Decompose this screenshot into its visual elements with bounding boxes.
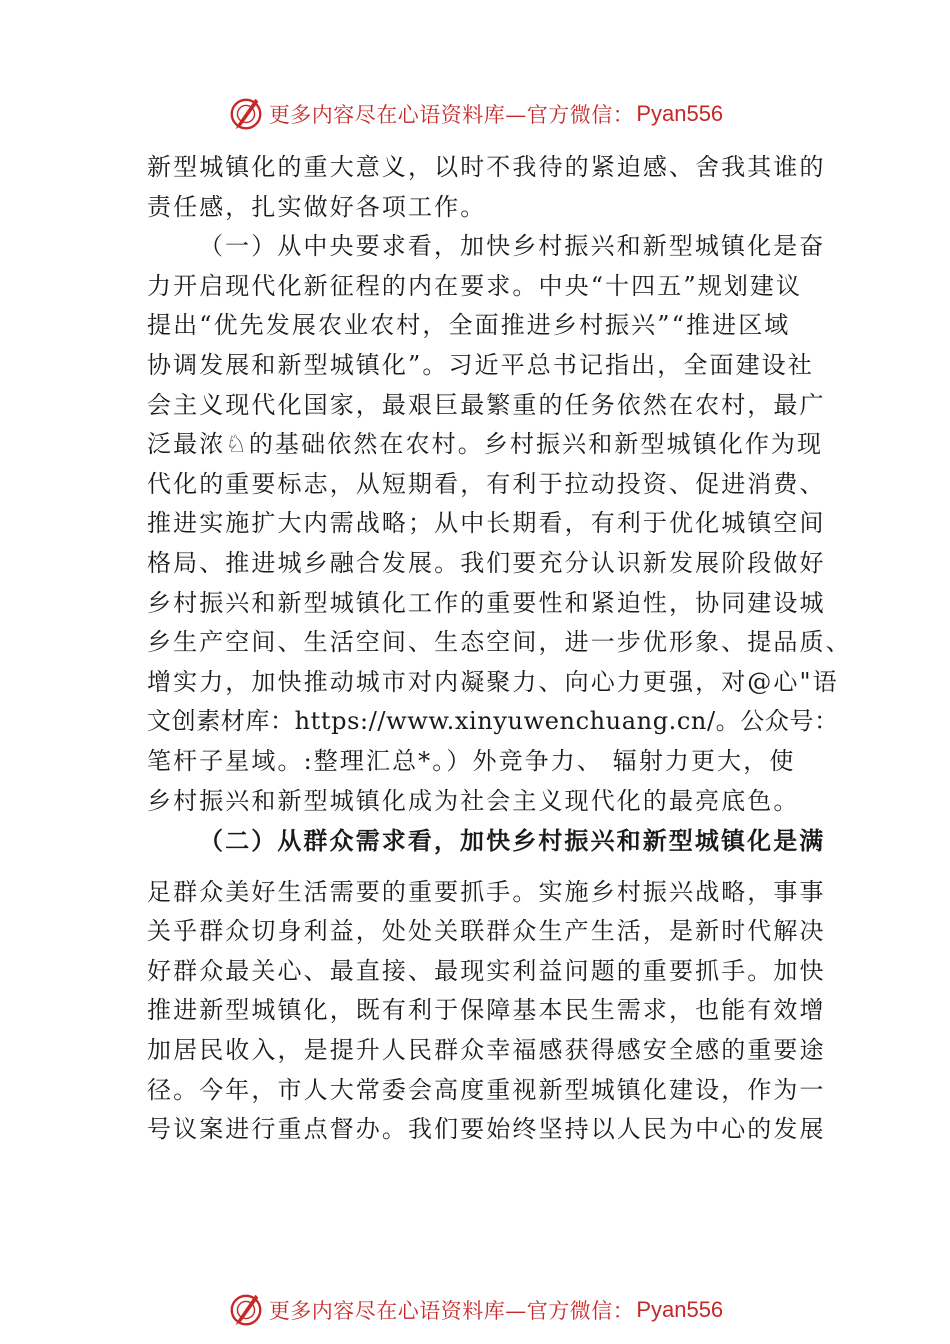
text-line: 加居民收入，是提升人民群众幸福感获得感安全感的重要途 (147, 1036, 826, 1065)
text-line: 责任感，扎实做好各项工作。 (147, 192, 487, 221)
text-line: 推进新型城镇化，既有利于保障基本民生需求，也能有效增 (147, 996, 826, 1025)
footer-banner (0, 1288, 950, 1332)
text-line: 乡村振兴和新型城镇化成为社会主义现代化的最亮底色。 (147, 786, 800, 815)
text-line: 推进实施扩大内需战略；从中长期看，有利于优化城镇空间 (147, 509, 826, 538)
pen-seal-logo (227, 95, 265, 133)
pen-seal-logo (227, 1291, 265, 1329)
text-line: 泛最浓♘的基础依然在农村。乡村振兴和新型城镇化作为现 (147, 430, 824, 459)
banner-text: 更多内容尽在心语资料库—官方微信： (268, 1299, 635, 1323)
header-banner (0, 92, 950, 136)
text-line: 好群众最关心、最直接、最现实利益问题的重要抓手。加快 (147, 956, 826, 985)
text-line: 力开启现代化新征程的内在要求。中央“十四五”规划建议 (147, 271, 803, 300)
banner-text: 更多内容尽在心语资料库—官方微信： (268, 103, 635, 127)
text-line: 新型城镇化的重大意义，以时不我待的紧迫感、舍我其谁的 (147, 153, 826, 181)
text-line: 提出“优先发展农业农村，全面推进乡村振兴”“推进区域 (147, 311, 791, 340)
text-line: 格局、推进城乡融合发展。我们要充分认识新发展阶段做好 (147, 548, 826, 577)
text-line: 文创素材库：https://www.xinyuwenchuang.cn/。公众号： (147, 707, 839, 736)
text-line: 协调发展和新型城镇化”。习近平总书记指出，全面建设社 (147, 350, 814, 379)
text-line: 笔杆子星域。:整理汇总*。）外竞争力、 辐射力更大，使 (147, 746, 796, 775)
paragraph-heading-1: （一）从中央要求看，加快乡村振兴和新型城镇化是奋 (199, 232, 826, 261)
document-body (147, 148, 852, 1150)
text-line: 径。今年，市人大常委会高度重视新型城镇化建设，作为一 (147, 1075, 826, 1104)
text-line: 代化的重要标志，从短期看，有利于拉动投资、促进消费、 (147, 469, 826, 498)
text-line: 会主义现代化国家，最艰巨最繁重的任务依然在农村，最广 (147, 390, 826, 419)
text-line: 乡生产空间、生活空间、生态空间，进一步优形象、提品质、 (147, 628, 852, 657)
banner-wechat-id: Pyan556 (636, 1297, 724, 1322)
text-line: 足群众美好生活需要的重要抓手。实施乡村振兴战略，事事 (147, 877, 826, 906)
banner-wechat-id: Pyan556 (636, 101, 724, 126)
paragraph-heading-2: （二）从群众需求看，加快乡村振兴和新型城镇化是满 (199, 826, 826, 856)
text-line: 关乎群众切身利益，处处关联群众生产生活，是新时代解决 (147, 917, 826, 946)
text-line: 增实力，加快推动城市对内凝聚力、向心力更强，对@心"语 (147, 667, 839, 696)
text-line: 号议案进行重点督办。我们要始终坚持以人民为中心的发展 (147, 1115, 826, 1144)
text-line: 乡村振兴和新型城镇化工作的重要性和紧迫性，协同建设城 (147, 588, 826, 617)
